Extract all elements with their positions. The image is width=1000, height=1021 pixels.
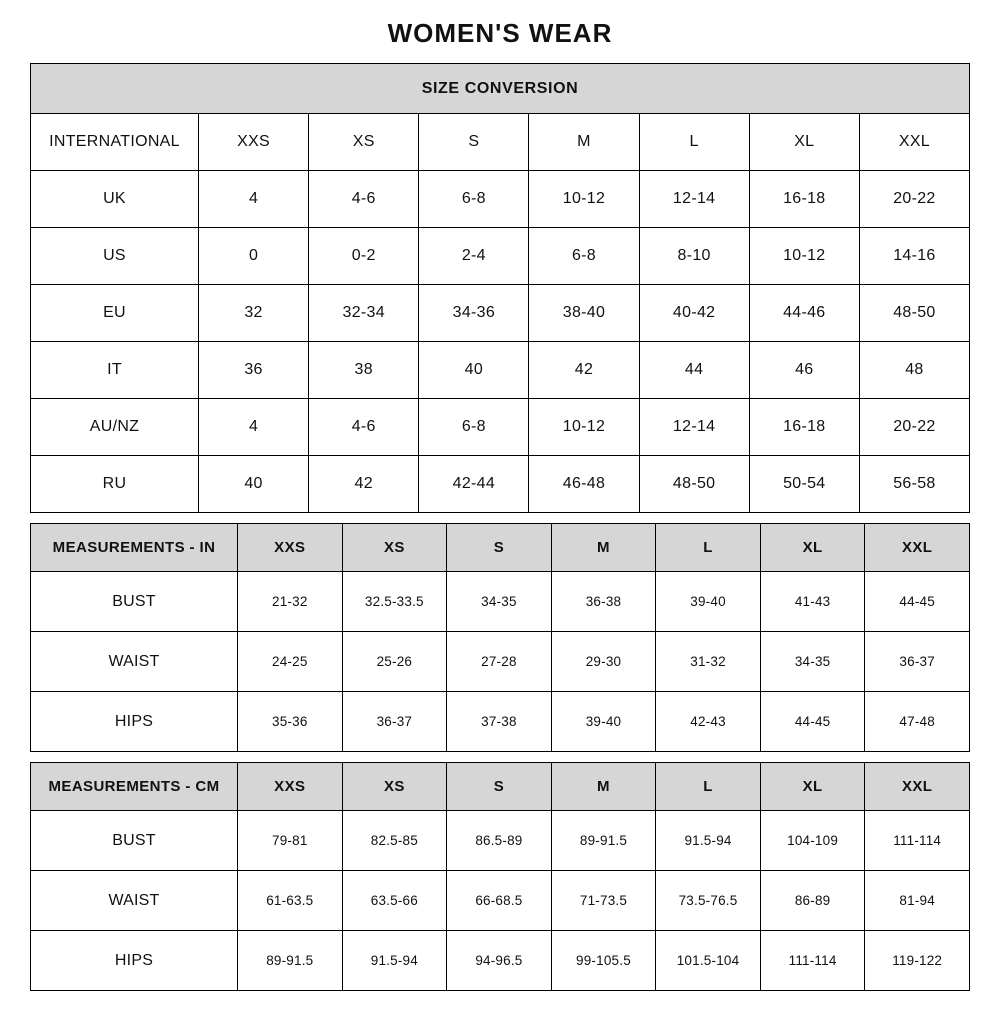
- table-row-aunz: [31, 399, 970, 456]
- table-cell: 86.5-89: [447, 811, 552, 871]
- table-row-bust: [31, 572, 970, 632]
- table-cell: 48: [859, 342, 969, 399]
- table-cell: 4-6: [309, 399, 419, 456]
- table-cell: 21-32: [238, 572, 343, 632]
- table-row-hips: [31, 931, 970, 991]
- column-header-xxl: XXL: [865, 763, 970, 811]
- measurements-cm-header: MEASUREMENTS - CM: [31, 763, 238, 811]
- table-cell: 0-2: [309, 228, 419, 285]
- table-cell: 119-122: [865, 931, 970, 991]
- table-cell: 32: [199, 285, 309, 342]
- table-cell: 38: [309, 342, 419, 399]
- row-label: HIPS: [31, 931, 238, 991]
- measurements-cm-header-row: [31, 763, 970, 811]
- table-cell: 41-43: [760, 572, 865, 632]
- table-cell: 37-38: [447, 692, 552, 752]
- table-cell: 38-40: [529, 285, 639, 342]
- table-cell: 34-35: [447, 572, 552, 632]
- column-header-xs: XS: [309, 114, 419, 171]
- table-cell: 89-91.5: [551, 811, 656, 871]
- table-cell: 40-42: [639, 285, 749, 342]
- table-cell: 73.5-76.5: [656, 871, 761, 931]
- table-cell: 36: [199, 342, 309, 399]
- table-cell: 79-81: [238, 811, 343, 871]
- column-header-s: S: [447, 763, 552, 811]
- table-cell: 61-63.5: [238, 871, 343, 931]
- size-conversion-table: [30, 63, 970, 513]
- table-cell: 36-38: [551, 572, 656, 632]
- table-row-eu: [31, 285, 970, 342]
- table-cell: 6-8: [529, 228, 639, 285]
- column-header-xs: XS: [342, 524, 447, 572]
- table-cell: 89-91.5: [238, 931, 343, 991]
- measurements-in-header-row: [31, 524, 970, 572]
- table-cell: 46: [749, 342, 859, 399]
- table-cell: 39-40: [656, 572, 761, 632]
- table-cell: 25-26: [342, 632, 447, 692]
- column-header-l: L: [639, 114, 749, 171]
- column-header-xxs: XXS: [199, 114, 309, 171]
- size-header-row: [31, 114, 970, 171]
- table-cell: 48-50: [639, 456, 749, 513]
- measurements-in-table: [30, 523, 970, 752]
- table-cell: 104-109: [760, 811, 865, 871]
- column-header-xl: XL: [749, 114, 859, 171]
- table-cell: 82.5-85: [342, 811, 447, 871]
- table-cell: 71-73.5: [551, 871, 656, 931]
- row-label: IT: [31, 342, 199, 399]
- measurements-in-header: MEASUREMENTS - IN: [31, 524, 238, 572]
- table-cell: 40: [419, 342, 529, 399]
- table-cell: 16-18: [749, 171, 859, 228]
- table-cell: 8-10: [639, 228, 749, 285]
- table-cell: 12-14: [639, 171, 749, 228]
- row-label: WAIST: [31, 632, 238, 692]
- table-cell: 16-18: [749, 399, 859, 456]
- column-header-xxl: XXL: [859, 114, 969, 171]
- table-cell: 2-4: [419, 228, 529, 285]
- table-cell: 99-105.5: [551, 931, 656, 991]
- table-cell: 20-22: [859, 399, 969, 456]
- table-cell: 31-32: [656, 632, 761, 692]
- table-cell: 36-37: [865, 632, 970, 692]
- column-header-l: L: [656, 524, 761, 572]
- table-row-us: [31, 228, 970, 285]
- column-header-international: INTERNATIONAL: [31, 114, 199, 171]
- table-cell: 12-14: [639, 399, 749, 456]
- table-cell: 66-68.5: [447, 871, 552, 931]
- table-banner-row: [31, 64, 970, 114]
- table-cell: 46-48: [529, 456, 639, 513]
- table-cell: 34-36: [419, 285, 529, 342]
- row-label: RU: [31, 456, 199, 513]
- table-row-ru: [31, 456, 970, 513]
- column-header-m: M: [529, 114, 639, 171]
- measurements-cm-table: [30, 762, 970, 991]
- row-label: EU: [31, 285, 199, 342]
- table-cell: 44-45: [760, 692, 865, 752]
- table-cell: 42-44: [419, 456, 529, 513]
- table-cell: 42-43: [656, 692, 761, 752]
- table-cell: 6-8: [419, 399, 529, 456]
- row-label: WAIST: [31, 871, 238, 931]
- column-header-xs: XS: [342, 763, 447, 811]
- table-cell: 24-25: [238, 632, 343, 692]
- size-conversion-header: SIZE CONVERSION: [31, 64, 970, 114]
- table-cell: 111-114: [865, 811, 970, 871]
- row-label: UK: [31, 171, 199, 228]
- table-cell: 20-22: [859, 171, 969, 228]
- table-cell: 42: [529, 342, 639, 399]
- row-label: HIPS: [31, 692, 238, 752]
- row-label: US: [31, 228, 199, 285]
- table-cell: 39-40: [551, 692, 656, 752]
- row-label: BUST: [31, 572, 238, 632]
- table-cell: 94-96.5: [447, 931, 552, 991]
- table-cell: 0: [199, 228, 309, 285]
- row-label: AU/NZ: [31, 399, 199, 456]
- table-cell: 10-12: [529, 399, 639, 456]
- table-cell: 32-34: [309, 285, 419, 342]
- table-row-bust: [31, 811, 970, 871]
- table-cell: 4: [199, 399, 309, 456]
- table-cell: 6-8: [419, 171, 529, 228]
- table-cell: 44: [639, 342, 749, 399]
- table-cell: 40: [199, 456, 309, 513]
- table-cell: 27-28: [447, 632, 552, 692]
- column-header-s: S: [419, 114, 529, 171]
- table-cell: 50-54: [749, 456, 859, 513]
- table-cell: 91.5-94: [342, 931, 447, 991]
- row-label: BUST: [31, 811, 238, 871]
- table-cell: 10-12: [749, 228, 859, 285]
- page-title: WOMEN'S WEAR: [387, 18, 613, 48]
- table-cell: 111-114: [760, 931, 865, 991]
- column-header-xxs: XXS: [238, 524, 343, 572]
- column-header-xl: XL: [760, 763, 865, 811]
- table-cell: 4: [199, 171, 309, 228]
- column-header-xxs: XXS: [238, 763, 343, 811]
- table-cell: 4-6: [309, 171, 419, 228]
- column-header-xl: XL: [760, 524, 865, 572]
- table-cell: 63.5-66: [342, 871, 447, 931]
- column-header-m: M: [551, 763, 656, 811]
- table-cell: 29-30: [551, 632, 656, 692]
- column-header-xxl: XXL: [865, 524, 970, 572]
- table-cell: 36-37: [342, 692, 447, 752]
- table-row-waist: [31, 632, 970, 692]
- table-cell: 86-89: [760, 871, 865, 931]
- table-cell: 44-46: [749, 285, 859, 342]
- table-cell: 48-50: [859, 285, 969, 342]
- table-cell: 34-35: [760, 632, 865, 692]
- table-cell: 35-36: [238, 692, 343, 752]
- column-header-l: L: [656, 763, 761, 811]
- table-cell: 32.5-33.5: [342, 572, 447, 632]
- table-cell: 81-94: [865, 871, 970, 931]
- table-cell: 101.5-104: [656, 931, 761, 991]
- column-header-s: S: [447, 524, 552, 572]
- table-row-hips: [31, 692, 970, 752]
- table-cell: 56-58: [859, 456, 969, 513]
- table-cell: 44-45: [865, 572, 970, 632]
- table-cell: 14-16: [859, 228, 969, 285]
- table-cell: 10-12: [529, 171, 639, 228]
- table-row-uk: [31, 171, 970, 228]
- table-row-waist: [31, 871, 970, 931]
- table-cell: 47-48: [865, 692, 970, 752]
- column-header-m: M: [551, 524, 656, 572]
- table-cell: 42: [309, 456, 419, 513]
- table-cell: 91.5-94: [656, 811, 761, 871]
- table-row-it: [31, 342, 970, 399]
